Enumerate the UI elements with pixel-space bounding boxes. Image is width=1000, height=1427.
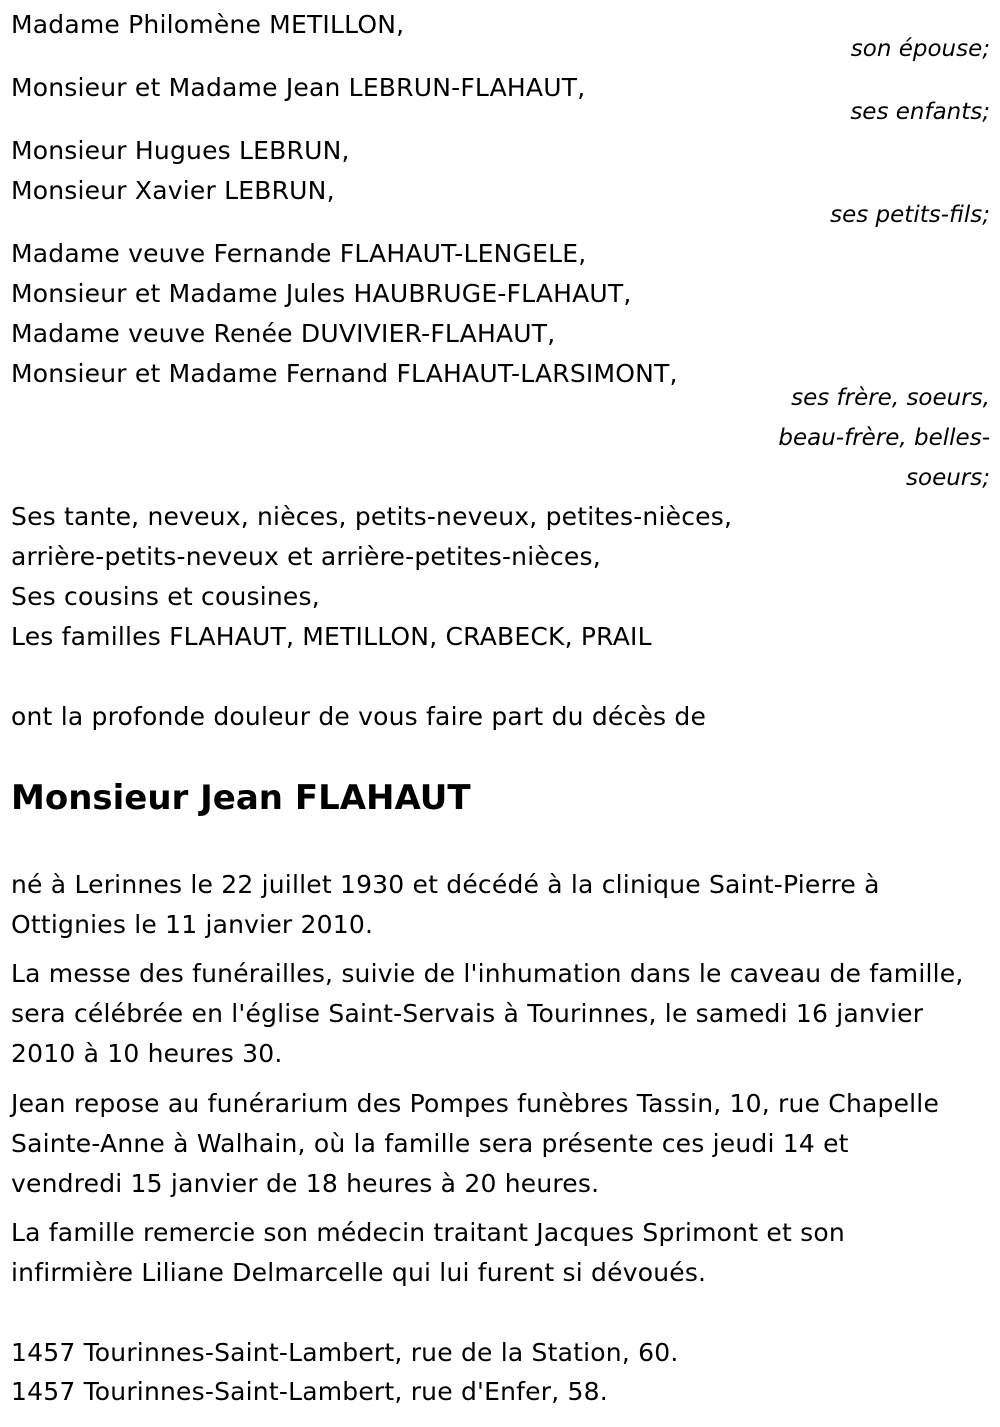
relation-label: ses petits-fils; [830,202,990,228]
relation-label: ses enfants; [850,99,990,125]
paragraph-line: infirmière Liliane Delmarcelle qui lui furent si dévoués. [11,1258,707,1287]
paragraph-line: Sainte-Anne à Walhain, où la famille sera présente ces jeudi 14 et [11,1129,849,1158]
relation-label: soeurs; [906,465,990,491]
family-line: Les familles FLAHAUT, METILLON, CRABECK, PRAIL [11,622,652,651]
paragraph-line: La famille remercie son médecin traitant Jacques Sprimont et son [11,1218,845,1247]
family-line: Monsieur et Madame Jules HAUBRUGE-FLAHAUT, [11,279,632,308]
family-line: Madame Philomène METILLON, [11,10,405,39]
family-line: Monsieur Xavier LEBRUN, [11,176,335,205]
paragraph-line: Ottignies le 11 janvier 2010. [11,910,374,939]
family-line: Monsieur et Madame Jean LEBRUN-FLAHAUT, [11,73,586,102]
family-line: Ses cousins et cousines, [11,582,320,611]
family-line: Madame veuve Fernande FLAHAUT-LENGELE, [11,239,587,268]
paragraph-line: La messe des funérailles, suivie de l'inhumation dans le caveau de famille, [11,959,964,988]
relation-label: son épouse; [850,36,990,62]
paragraph-line: sera célébrée en l'église Saint-Servais à Tourinnes, le samedi 16 janvier [11,999,924,1028]
paragraph-line: né à Lerinnes le 22 juillet 1930 et décédé à la clinique Saint-Pierre à [11,870,880,899]
paragraph-line: Jean repose au funérarium des Pompes funèbres Tassin, 10, rue Chapelle [11,1089,940,1118]
relation-label: beau-frère, belles- [778,425,990,451]
paragraph-line: vendredi 15 janvier de 18 heures à 20 heures. [11,1169,600,1198]
relation-label: ses frère, soeurs, [791,385,990,411]
family-line: Ses tante, neveux, nièces, petits-neveux, petites-nièces, [11,502,733,531]
family-line: Monsieur et Madame Fernand FLAHAUT-LARSIMONT, [11,359,678,388]
family-line: arrière-petits-neveux et arrière-petites-nièces, [11,542,601,571]
paragraph-line: 2010 à 10 heures 30. [11,1039,283,1068]
announcement-text: ont la profonde douleur de vous faire part du décès de [11,702,707,731]
address-line: 1457 Tourinnes-Saint-Lambert, rue de la Station, 60. [11,1338,679,1367]
family-line: Madame veuve Renée DUVIVIER-FLAHAUT, [11,319,556,348]
family-line: Monsieur Hugues LEBRUN, [11,136,350,165]
address-line: 1457 Tourinnes-Saint-Lambert, rue d'Enfer, 58. [11,1377,608,1406]
deceased-name: Monsieur Jean FLAHAUT [11,778,471,818]
